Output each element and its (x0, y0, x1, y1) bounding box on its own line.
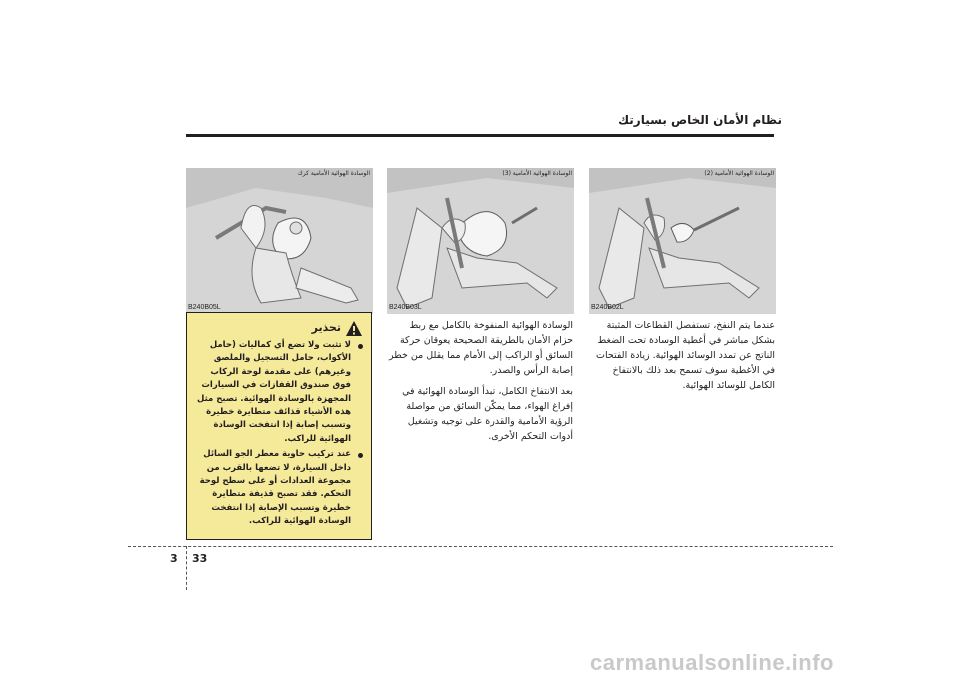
figure-passenger-airbag (186, 168, 373, 314)
footer-rule (128, 546, 833, 547)
middle-column-text (387, 318, 573, 450)
figure-code: B240B05L (188, 304, 221, 311)
page-number: 33 (192, 552, 208, 565)
bullet-icon (358, 453, 363, 458)
figure-caption: الوسادة الهوائية الأمامية (3) (502, 170, 572, 177)
paragraph: بعد الانتفاخ الكامل، تبدأ الوسادة الهوائية في إفراغ الهواء، مما يمكّن السائق من مواصلة الرؤية الأمامية والقدرة على توجيه وتشغيل أدوات التحكم الأخرى. (402, 386, 573, 442)
footer-divider (186, 546, 187, 590)
warning-item (193, 448, 363, 528)
warning-item-text: لا تثبت ولا تضع أي كماليات (حامل الأكواب، حامل التسجيل والملصق وغيرهم) على مقدمة لوحة الركاب فوق صندوق القفازات في السيارات المجهزة بالوسادة الهوائية. تصبح مثل هذه الأشياء قذائف متطايرة خطيرة وتسبب إصابة إذا انتفخت الوسادة الهوائية للراكب. (196, 340, 351, 444)
figure-caption: الوسادة الهوائية الأمامية كرك (297, 170, 370, 177)
paragraph: الوسادة الهوائية المنفوخة بالكامل مع ربط حزام الأمان بالطريقة الصحيحة يعوقان حركة السائق أو الراكب إلى الأمام مما يقلل من خطر إصابة الرأس والصدر. (389, 320, 573, 376)
header-rule (186, 134, 774, 137)
watermark: carmanualsonline.info (590, 650, 834, 675)
warning-title: تحذير (311, 321, 341, 334)
warning-header (193, 319, 363, 339)
figure-airbag-deploying (589, 168, 776, 314)
bullet-icon (358, 344, 363, 349)
figure-code: B240B02L (591, 304, 624, 311)
chapter-number: 3 (170, 552, 178, 565)
warning-triangle-icon (345, 320, 363, 337)
driver-airbag-deploying-illustration (589, 168, 776, 314)
passenger-airbag-illustration (186, 168, 373, 314)
warning-list (193, 339, 363, 529)
warning-item (193, 339, 363, 446)
warning-box (186, 312, 372, 540)
figure-code: B240B03L (389, 304, 422, 311)
right-column-text (589, 318, 775, 399)
warning-item-text: عند تركيب حاوية معطر الجو السائل داخل السيارة، لا تضعها بالقرب من مجموعة العدادات أو على سطح لوحة التحكم. فقد تصبح قذيفة متطايرة خطيرة وتسبب الإصابة إذا انتفخت الوسادة الهوائية للراكب. (199, 449, 351, 527)
paragraph: عندما يتم النفخ، تستفصل القطاعات المثبتة بشكل مباشر في أغطية الوسادة تحت الضغط الناتج عن تمدد الوسائد الهوائية. زيادة الفتحات في الأغطية سوف تسمح بعد ذلك بالانتفاخ الكامل للوسائد الهوائية. (596, 320, 775, 391)
section-title: نظام الأمان الخاص بسيارتك (618, 113, 782, 127)
figure-caption: الوسادة الهوائية الأمامية (2) (704, 170, 774, 177)
figure-airbag-inflated (387, 168, 574, 314)
driver-airbag-inflated-illustration (387, 168, 574, 314)
